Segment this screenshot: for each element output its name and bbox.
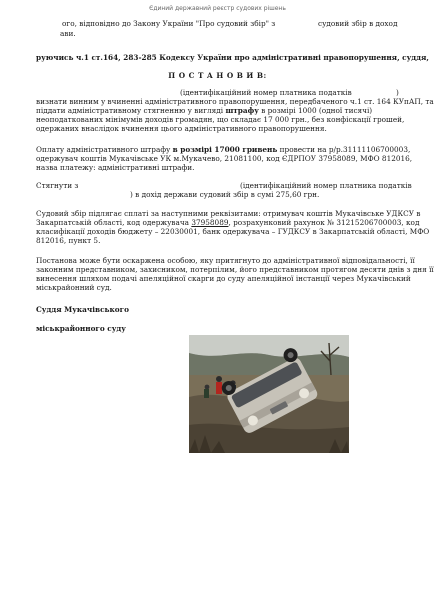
p4-line-2 bbox=[36, 218, 419, 227]
p2-fine-amount: в розмірі 17000 гривень bbox=[172, 145, 278, 154]
p4-line-2a: Закарпатській області, код одержувача bbox=[36, 218, 192, 227]
p1-line-1: (ідентифікаційний номер платника податків bbox=[180, 88, 352, 97]
p1-line-3a: піддати адміністративному стягненню у вигляді bbox=[36, 106, 226, 115]
p4-recipient-code: 37958089 bbox=[191, 218, 229, 227]
p2-line-1 bbox=[36, 145, 410, 154]
p5-line-4: міськрайонний суд. bbox=[36, 283, 112, 292]
p1-line-5: одержаних внаслідок вчинення цього адміністративного правопорушення. bbox=[36, 124, 327, 133]
p5-line-3: винесення шляхом подачі апеляційної скарги до суду апеляційної інстанції через Мукачівський bbox=[36, 274, 411, 283]
judge-title-line-1: Суддя Мукачівського bbox=[36, 305, 129, 314]
p1-line-3 bbox=[36, 106, 372, 115]
p1-line-2: визнати винним у вчиненні адміністративного правопорушення, передбаченого ч.1 ст. 164 КУпАП, та bbox=[36, 97, 434, 106]
p1-line-4: неоподаткованих мінімумів доходів громадян, що складає 17 000 грн., без конфіскації грошей, bbox=[36, 115, 405, 124]
p4-line-1: Судовий збір підлягає сплаті за наступними реквізитами: отримувач коштів Мукачівське УДКСУ в bbox=[36, 209, 421, 218]
guided-by-line: руючись ч.1 ст.164, 283-285 Кодексу України про адміністративні правопорушення, суддя, bbox=[36, 53, 429, 62]
intro-line-1a: ого, відповідно до Закону України "Про судовий збір" з bbox=[62, 19, 276, 28]
p1-fine-word: штрафу bbox=[225, 106, 259, 115]
p5-line-2: законним представником, захисником, потерпілим, його представником протягом десяти днів з дня її bbox=[36, 265, 434, 274]
accident-photo bbox=[189, 335, 349, 453]
p2-line-3: назва платежу: адміністративні штрафи. bbox=[36, 163, 195, 172]
judge-title-line-2: міськрайонного суду bbox=[36, 324, 126, 333]
p2-line-1a: Оплату адміністративного штрафу bbox=[36, 145, 173, 154]
p1-line-1-end: ) bbox=[396, 88, 399, 97]
p2-line-2: одержувач коштів Мукачівське УК м.Мукачево, 21081100, код ЄДРПОУ 37958089, МФО 812016, bbox=[36, 154, 413, 163]
p3-line-2: ) в дохід держави судовий збір в сумі 275,60 грн. bbox=[130, 190, 320, 199]
p5-line-1: Постанова може бути оскаржена особою, яку притягнуто до адміністративної відповідальності, її bbox=[36, 256, 415, 265]
p3-line-1b: (ідентифікаційний номер платника податків bbox=[240, 181, 412, 190]
p4-line-4: 812016, пункт 5. bbox=[36, 236, 101, 245]
p4-line-2b: , розрахунковий рахунок № 31215206700003, код bbox=[228, 218, 420, 227]
intro-line-1b: судовий збір в доход bbox=[318, 19, 398, 28]
p3-line-1a: Стягнути з bbox=[36, 181, 79, 190]
p1-line-3b: в розмірі 1000 (одної тисячі) bbox=[258, 106, 373, 115]
p2-line-1b: провести на р/р.31111106700003, bbox=[277, 145, 411, 154]
registry-header: Єдиний державний реєстр судових рішень bbox=[149, 5, 286, 12]
resolution-heading: П О С Т А Н О В И В: bbox=[168, 71, 267, 80]
p4-line-3: класифікації доходів бюджету – 22030001, банк одержувача – ГУДКСУ в Закарпатській області, МФО bbox=[36, 227, 430, 236]
intro-line-2: ави. bbox=[60, 29, 76, 38]
